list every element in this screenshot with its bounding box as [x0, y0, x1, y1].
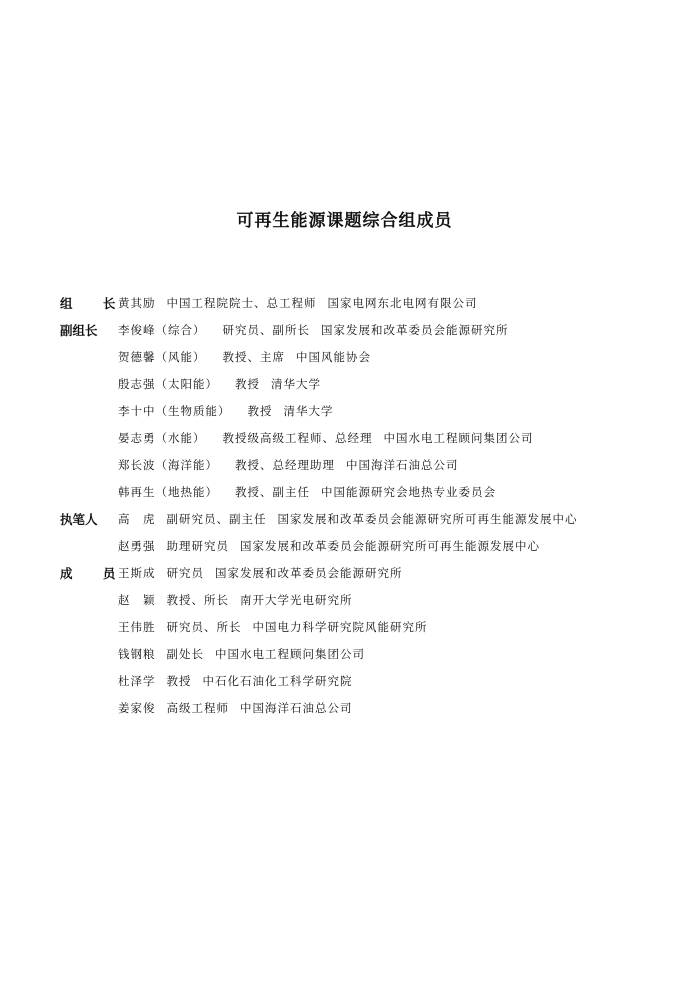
member-name: 赵 颖	[118, 593, 156, 607]
member-org: 中国海洋石油总公司	[240, 701, 353, 715]
role-label-leader: 组 长	[60, 296, 129, 311]
member-org: 中石化石油化工科学研究院	[202, 674, 353, 688]
member-org: 中国水电工程顾问集团公司	[383, 431, 534, 445]
member-position: 教授	[166, 674, 192, 688]
member-name: 杜泽学	[118, 674, 156, 688]
member-org: 中国能源研究会地热专业委员会	[321, 485, 496, 499]
role-label-deputy: 副组长	[60, 323, 98, 338]
member-entry	[118, 668, 353, 695]
member-name: 赵勇强	[118, 539, 156, 553]
member-position: 副研究员、副主任	[166, 512, 267, 526]
member-org: 清华大学	[271, 377, 321, 391]
member-name: 李十中（生物质能）	[118, 404, 231, 418]
member-name: 黄其励	[118, 296, 156, 310]
role-label-members: 成 员	[60, 566, 129, 581]
member-position: 研究员、所长	[166, 620, 242, 634]
member-entry	[118, 344, 371, 371]
member-entry	[118, 533, 540, 560]
member-org: 中国水电工程顾问集团公司	[215, 647, 365, 661]
member-org: 国家电网东北电网有限公司	[327, 296, 478, 310]
member-entry	[118, 290, 478, 317]
member-name: 李俊峰（综合）	[118, 323, 206, 337]
member-name: 晏志勇（水能）	[118, 431, 206, 445]
member-org: 中国风能协会	[296, 350, 371, 364]
member-position: 高级工程师	[166, 701, 229, 715]
member-name: 贺德馨（风能）	[118, 350, 206, 364]
member-name: 殷志强（太阳能）	[118, 377, 218, 391]
member-position: 研究员、副所长	[222, 323, 310, 337]
member-entry	[118, 614, 428, 641]
member-entry	[118, 560, 403, 587]
member-position: 教授	[235, 377, 260, 391]
member-entry	[118, 317, 509, 344]
member-entry	[118, 425, 534, 452]
member-position: 教授级高级工程师、总经理	[222, 431, 373, 445]
member-org: 南开大学光电研究所	[240, 593, 353, 607]
member-name: 郑长波（海洋能）	[118, 458, 218, 472]
member-position: 教授、总经理助理	[235, 458, 335, 472]
member-org: 中国电力科学研究院风能研究所	[252, 620, 428, 634]
member-entry	[118, 452, 459, 479]
role-label-writer: 执笔人	[60, 512, 98, 527]
member-org: 中国海洋石油总公司	[346, 458, 459, 472]
member-entry	[118, 587, 353, 614]
member-name: 韩再生（地热能）	[118, 485, 218, 499]
member-name: 钱钢粮	[118, 647, 156, 661]
member-position: 教授、主席	[222, 350, 285, 364]
member-org: 国家发展和改革委员会能源研究所	[215, 566, 403, 580]
member-entry	[118, 641, 365, 668]
member-position: 助理研究员	[166, 539, 229, 553]
member-entry	[118, 506, 578, 533]
member-name: 姜家俊	[118, 701, 156, 715]
member-position: 中国工程院院士、总工程师	[166, 296, 317, 310]
member-name: 王斯成	[118, 566, 156, 580]
member-entry	[118, 479, 496, 506]
member-org: 清华大学	[283, 404, 334, 418]
member-org: 国家发展和改革委员会能源研究所	[321, 323, 509, 337]
member-position: 研究员	[166, 566, 204, 580]
member-org: 国家发展和改革委员会能源研究所可再生能源发展中心	[277, 512, 578, 526]
member-position: 副处长	[166, 647, 204, 661]
member-entry	[118, 695, 353, 722]
member-entry	[118, 398, 334, 425]
member-entry	[118, 371, 321, 398]
member-org: 国家发展和改革委员会能源研究所可再生能源发展中心	[240, 539, 540, 553]
member-position: 教授、副主任	[235, 485, 310, 499]
member-position: 教授、所长	[166, 593, 229, 607]
member-name: 高 虎	[118, 512, 156, 526]
member-position: 教授	[247, 404, 273, 418]
page-title: 可再生能源课题综合组成员	[236, 211, 453, 231]
member-name: 王伟胜	[118, 620, 156, 634]
